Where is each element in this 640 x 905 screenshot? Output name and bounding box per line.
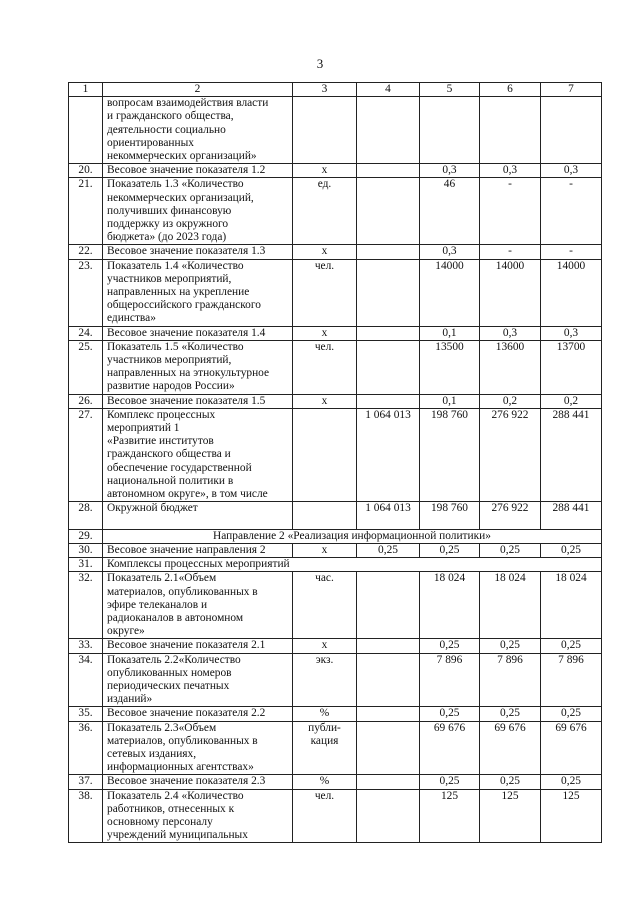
indicator-name-cell: Весовое значение показателя 1.5 [103,394,293,408]
total-cell [357,259,420,326]
unit-cell: х [293,245,357,259]
total-cell [357,394,420,408]
total-cell [357,178,420,245]
indicator-name-cell: Весовое значение показателя 2.3 [103,775,293,789]
total-cell [357,340,420,394]
table-row [69,558,602,572]
total-cell [357,653,420,707]
unit-cell: х [293,639,357,653]
year-value-cell: - [480,178,541,245]
table-row [69,572,602,639]
year-value-cell: - [541,245,602,259]
indicator-name-cell: Показатель 2.1«Объем материалов, опубликованных в эфире телеканалов и радиоканалов в автономном округе» [103,572,293,639]
table-row [69,178,602,245]
year-value-cell: 0,25 [480,775,541,789]
unit-cell: чел. [293,340,357,394]
year-value-cell: 0,2 [480,394,541,408]
indicator-name-cell: Показатель 2.3«Объем материалов, опубликованных в сетевых изданиях, информационных агентствах» [103,721,293,775]
year-value-cell [541,97,602,164]
unit-cell: экз. [293,653,357,707]
indicator-name-cell: Весовое значение направления 2 [103,543,293,557]
year-value-cell [480,97,541,164]
table-row [69,502,602,529]
unit-cell: чел. [293,789,357,843]
indicator-name-cell: Весовое значение показателя 2.1 [103,639,293,653]
total-cell [357,721,420,775]
unit-cell: х [293,326,357,340]
total-cell [357,326,420,340]
year-value-cell: 69 676 [541,721,602,775]
table-row [69,775,602,789]
unit-cell [293,502,357,529]
row-number-cell: 37. [69,775,103,789]
year-value-cell: 0,2 [541,394,602,408]
year-value-cell: 198 760 [420,502,480,529]
row-number-cell: 27. [69,408,103,501]
year-value-cell: 0,25 [541,639,602,653]
indicator-name-cell: Весовое значение показателя 1.4 [103,326,293,340]
row-number-cell: 23. [69,259,103,326]
year-value-cell: 0,25 [480,543,541,557]
indicator-name-cell: Показатель 1.5 «Количество участников мероприятий, направленных на этнокультурное развитие народов России» [103,340,293,394]
unit-cell: % [293,775,357,789]
year-value-cell: 288 441 [541,502,602,529]
indicator-name-cell: Весовое значение показателя 1.3 [103,245,293,259]
row-number-cell: 36. [69,721,103,775]
indicator-name-cell: Комплекс процессных мероприятий 1 «Развитие институтов гражданского общества и обеспечение государственной национальной политики в автономном округе», в том числе [103,408,293,501]
indicator-name-cell: Показатель 2.2«Количество опубликованных номеров периодических печатных изданий» [103,653,293,707]
table-row [69,245,602,259]
total-cell: 0,25 [357,543,420,557]
year-value-cell: 7 896 [420,653,480,707]
table-row [69,408,602,501]
year-value-cell: 69 676 [420,721,480,775]
year-value-cell: 0,25 [480,639,541,653]
year-value-cell: 0,3 [541,164,602,178]
year-value-cell: 13500 [420,340,480,394]
header-cell: 6 [480,83,541,97]
year-value-cell: 0,25 [541,707,602,721]
year-value-cell: 46 [420,178,480,245]
year-value-cell: 0,3 [420,245,480,259]
header-cell: 4 [357,83,420,97]
row-number-cell: 24. [69,326,103,340]
table-row [69,529,602,543]
row-number-cell: 31. [69,558,103,572]
indicator-name-cell: вопросам взаимодействия власти и гражданского общества, деятельности социально ориентированных некоммерческих организаций» [103,97,293,164]
row-number-cell: 20. [69,164,103,178]
year-value-cell: 0,25 [480,707,541,721]
table-row [69,721,602,775]
unit-cell: ед. [293,178,357,245]
unit-cell: публи- кация [293,721,357,775]
year-value-cell: 288 441 [541,408,602,501]
year-value-cell: 14000 [420,259,480,326]
year-value-cell: 13700 [541,340,602,394]
table-row [69,639,602,653]
header-cell: 7 [541,83,602,97]
page-number: 3 [316,56,324,71]
year-value-cell: 0,25 [541,543,602,557]
row-number-cell: 34. [69,653,103,707]
year-value-cell: - [480,245,541,259]
header-cell: 5 [420,83,480,97]
year-value-cell: 13600 [480,340,541,394]
indicators-table [68,82,602,843]
year-value-cell: 0,1 [420,394,480,408]
unit-cell: х [293,543,357,557]
unit-cell: % [293,707,357,721]
unit-cell [293,97,357,164]
row-number-cell: 28. [69,502,103,529]
year-value-cell: 125 [480,789,541,843]
row-number-cell: 29. [69,529,103,543]
total-cell [357,164,420,178]
unit-cell: х [293,164,357,178]
row-number-cell: 26. [69,394,103,408]
year-value-cell: 14000 [541,259,602,326]
total-cell [357,789,420,843]
row-number-cell [69,97,103,164]
unit-cell: х [293,394,357,408]
row-number-cell: 21. [69,178,103,245]
total-cell [357,97,420,164]
year-value-cell: 0,25 [420,775,480,789]
year-value-cell: 18 024 [480,572,541,639]
year-value-cell: 0,3 [480,164,541,178]
table-row [69,340,602,394]
row-number-cell: 33. [69,639,103,653]
table-row [69,97,602,164]
table-row [69,789,602,843]
year-value-cell: 0,3 [420,164,480,178]
row-number-cell: 38. [69,789,103,843]
year-value-cell: 14000 [480,259,541,326]
total-cell [357,245,420,259]
row-number-cell: 25. [69,340,103,394]
year-value-cell [420,97,480,164]
year-value-cell: 0,3 [480,326,541,340]
table-row [69,707,602,721]
table-row [69,394,602,408]
total-cell: 1 064 013 [357,502,420,529]
indicator-name-cell: Весовое значение показателя 1.2 [103,164,293,178]
section-heading-cell: Направление 2 «Реализация информационной политики» [103,529,602,543]
year-value-cell: 18 024 [420,572,480,639]
year-value-cell: 0,25 [420,707,480,721]
header-row [69,83,602,97]
total-cell [357,707,420,721]
row-number-cell: 30. [69,543,103,557]
year-value-cell: 0,25 [420,639,480,653]
table-row [69,326,602,340]
year-value-cell: 276 922 [480,502,541,529]
year-value-cell: 7 896 [480,653,541,707]
year-value-cell: 69 676 [480,721,541,775]
year-value-cell: 125 [541,789,602,843]
unit-cell [293,408,357,501]
unit-cell: час. [293,572,357,639]
row-number-cell: 35. [69,707,103,721]
table-row [69,543,602,557]
year-value-cell: 0,1 [420,326,480,340]
indicator-name-cell: Показатель 1.4 «Количество участников мероприятий, направленных на укрепление общероссийского гражданского единства» [103,259,293,326]
total-cell [357,572,420,639]
row-number-cell: 22. [69,245,103,259]
total-cell [357,639,420,653]
header-cell: 2 [103,83,293,97]
row-number-cell: 32. [69,572,103,639]
unit-cell: чел. [293,259,357,326]
indicator-name-cell: Показатель 1.3 «Количество некоммерческих организаций, получивших финансовую поддержку из окружного бюджета» (до 2023 года) [103,178,293,245]
table-row [69,259,602,326]
year-value-cell: - [541,178,602,245]
year-value-cell: 7 896 [541,653,602,707]
header-cell: 1 [69,83,103,97]
indicator-name-cell: Показатель 2.4 «Количество работников, отнесенных к основному персоналу учреждений муниципальных [103,789,293,843]
table-row [69,164,602,178]
header-cell: 3 [293,83,357,97]
indicator-name-cell: Окружной бюджет [103,502,293,529]
year-value-cell: 0,25 [420,543,480,557]
total-cell [357,775,420,789]
total-cell: 1 064 013 [357,408,420,501]
year-value-cell: 276 922 [480,408,541,501]
table-row [69,653,602,707]
year-value-cell: 18 024 [541,572,602,639]
year-value-cell: 125 [420,789,480,843]
year-value-cell: 0,3 [541,326,602,340]
year-value-cell: 198 760 [420,408,480,501]
year-value-cell: 0,25 [541,775,602,789]
indicator-name-cell: Весовое значение показателя 2.2 [103,707,293,721]
section-heading-cell: Комплексы процессных мероприятий [103,558,602,572]
